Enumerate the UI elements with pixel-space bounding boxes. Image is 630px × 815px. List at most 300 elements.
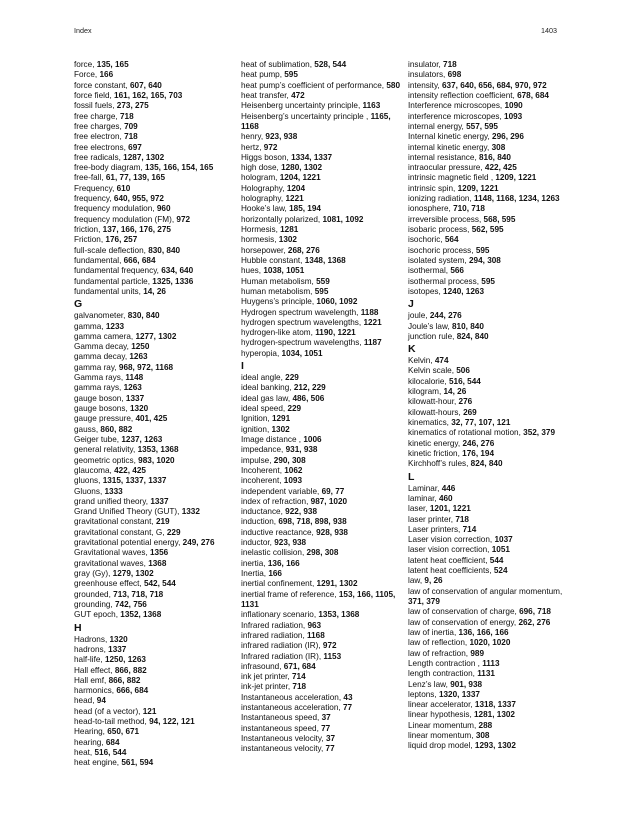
index-entry <box>408 680 568 690</box>
index-entry <box>74 404 234 414</box>
page-references[interactable]: 960 <box>156 204 171 214</box>
page-references[interactable]: 718 <box>119 111 134 121</box>
page-references[interactable]: 824, 840 <box>470 459 503 469</box>
index-term: intrinsic spin, <box>408 183 458 193</box>
index-entry <box>408 194 568 204</box>
index-entry <box>241 590 403 611</box>
page-references[interactable]: 559 <box>316 276 330 286</box>
page-references[interactable]: 1034, 1051 <box>281 348 323 358</box>
index-entry <box>74 204 234 214</box>
page-references[interactable]: 1250 <box>131 342 150 352</box>
page-references[interactable]: 714 <box>462 524 477 534</box>
page-references[interactable]: 1280, 1302 <box>281 163 323 173</box>
page-references[interactable]: 1315, 1337, 1337 <box>102 476 167 486</box>
page-references[interactable]: 185, 194 <box>289 204 321 214</box>
page-references[interactable]: 718 <box>292 682 307 692</box>
page-references[interactable]: 472 <box>291 90 305 100</box>
index-entry <box>408 266 568 276</box>
page-references[interactable]: 1287, 1302 <box>123 152 165 162</box>
page-references[interactable]: 1263 <box>129 352 148 362</box>
page-references[interactable]: 987, 1020 <box>310 496 348 506</box>
page-references[interactable]: 714 <box>291 672 306 682</box>
page-references[interactable]: 696, 718 <box>519 607 551 617</box>
page-references[interactable]: 1337 <box>150 496 169 506</box>
index-term: ink jet printer, <box>241 672 292 682</box>
page-references[interactable]: 176, 194 <box>462 448 495 458</box>
page-references[interactable]: 446 <box>441 483 456 493</box>
page-references[interactable]: 931, 938 <box>285 445 318 455</box>
page-references[interactable]: 824, 840 <box>456 331 489 341</box>
page-references[interactable]: 830, 840 <box>127 311 160 321</box>
page-references[interactable]: 1302 <box>278 235 297 245</box>
page-references[interactable]: 698, 718, 898, 938 <box>278 517 347 527</box>
page-references[interactable]: 923, 938 <box>265 132 298 142</box>
index-term: hyperopia, <box>241 348 282 358</box>
index-term: inductive reactance, <box>241 527 317 537</box>
page-references[interactable]: 135, 166, 154, 165 <box>145 163 214 173</box>
index-term: hydrogen-like atom, <box>241 328 316 338</box>
index-entry <box>408 535 568 545</box>
index-term: gauge boson, <box>74 393 126 403</box>
index-entry <box>408 659 568 669</box>
page-references[interactable]: 422, 425 <box>114 465 146 475</box>
page-references[interactable]: 166 <box>99 70 114 80</box>
page-references[interactable]: 212, 229 <box>293 383 326 393</box>
index-term: ideal banking, <box>241 383 294 393</box>
page-references[interactable]: 1090 <box>504 101 523 111</box>
page-references[interactable]: 610 <box>116 183 131 193</box>
page-references[interactable]: 666, 684 <box>123 255 156 265</box>
index-term: Interference microscopes, <box>408 101 505 111</box>
page-references[interactable]: 1038, 1051 <box>263 266 305 276</box>
index-term: ideal gas law, <box>241 393 293 403</box>
index-term: gauge pressure, <box>74 414 136 424</box>
page-references[interactable]: 61, 77, 139, 165 <box>105 173 166 183</box>
page-references[interactable]: 1204 <box>286 183 306 193</box>
page-references[interactable]: 14, 26 <box>143 286 166 296</box>
index-entry <box>241 456 403 466</box>
index-term: interference microscopes, <box>408 111 505 121</box>
page-references[interactable]: 290, 308 <box>273 455 306 465</box>
page-references[interactable]: 121 <box>142 706 157 716</box>
index-term: full-scale deflection, <box>74 245 149 255</box>
index-entry <box>241 610 403 620</box>
page-references[interactable]: 262, 276 <box>518 617 551 627</box>
page-references[interactable]: 1168 <box>307 630 325 640</box>
index-term: Incoherent, <box>241 465 285 475</box>
page-references[interactable]: 866, 882 <box>114 665 147 675</box>
page-references[interactable]: 1062 <box>284 465 303 475</box>
index-entry <box>408 459 568 469</box>
page-references[interactable]: 1113 <box>482 658 500 668</box>
page-references[interactable]: 1148 <box>125 373 144 383</box>
page-references[interactable]: 137, 166, 176, 275 <box>102 225 171 234</box>
page-references[interactable]: 607, 640 <box>129 80 162 90</box>
index-term: head (of a vector), <box>74 706 143 716</box>
index-entry <box>241 435 403 445</box>
page-references[interactable]: 1356 <box>150 548 169 558</box>
index-term: internal resistance, <box>408 152 479 162</box>
page-references[interactable]: 77 <box>325 744 335 754</box>
page-references[interactable]: 972 <box>263 142 278 152</box>
page-references[interactable]: 1148, 1168, 1234, 1263 <box>474 194 560 204</box>
page-references[interactable]: 1291, 1302 <box>316 579 358 589</box>
page-references[interactable]: 678, 684 <box>517 90 549 100</box>
index-term: greenhouse effect, <box>74 579 144 589</box>
page-references[interactable]: 219 <box>155 517 170 527</box>
page-references[interactable]: 229 <box>287 404 302 413</box>
page-references[interactable]: 566 <box>450 266 464 276</box>
page-references[interactable]: 816, 840 <box>479 152 511 162</box>
page-references[interactable]: 640, 955, 972 <box>113 194 164 204</box>
page-references[interactable]: 1348, 1368 <box>304 255 346 265</box>
index-term: hertz, <box>241 142 264 152</box>
index-entry <box>74 352 234 362</box>
page-references[interactable]: 524 <box>493 566 508 576</box>
page-references[interactable]: 422, 425 <box>484 163 517 173</box>
page-references[interactable]: 249, 276 <box>182 538 215 548</box>
page-references[interactable]: 37 <box>321 713 331 723</box>
page-references[interactable]: 595 <box>284 70 298 80</box>
index-term: kilocalorie, <box>408 376 449 386</box>
page-references[interactable]: 161, 162, 165, 703 <box>114 90 183 100</box>
index-term: hydrogen-spectrum wavelengths, <box>241 338 364 348</box>
page-references[interactable]: 568, 595 <box>483 214 516 224</box>
page-references[interactable]: 474 <box>434 356 449 366</box>
page-references[interactable]: 1188 <box>360 307 379 317</box>
index-term: length contraction, <box>408 669 478 679</box>
page-references[interactable]: 528, 544 <box>314 60 347 69</box>
page-references[interactable]: 308 <box>491 142 506 152</box>
page-references[interactable]: 1279, 1302 <box>112 569 154 578</box>
index-term: Image distance , <box>241 434 304 444</box>
index-term: induction, <box>241 517 279 527</box>
index-term: ideal speed, <box>241 404 288 413</box>
page-references[interactable]: 1165, 1168 <box>241 111 391 131</box>
index-entry <box>408 669 568 679</box>
page-references[interactable]: 1337 <box>125 393 145 403</box>
page-references[interactable]: 1333 <box>104 486 123 496</box>
index-entry <box>241 404 403 414</box>
index-entry <box>241 256 403 266</box>
page-references[interactable]: 595 <box>314 286 329 296</box>
index-entry <box>241 693 403 703</box>
page-references[interactable]: 1233 <box>105 321 125 331</box>
page-references[interactable]: 1037 <box>494 535 513 545</box>
section-letter: I <box>241 360 244 373</box>
page-references[interactable]: 1318, 1337 <box>474 700 516 710</box>
index-entry <box>408 204 568 214</box>
page-references[interactable]: 718 <box>455 514 469 524</box>
page-references[interactable]: 697 <box>128 142 142 152</box>
page-references[interactable]: 922, 938 <box>285 507 318 517</box>
page-references[interactable]: 1281, 1302 <box>474 710 515 720</box>
index-term: laser vision correction, <box>408 545 492 555</box>
page-references[interactable]: 1020, 1020 <box>469 638 511 648</box>
index-entry <box>408 397 568 407</box>
page-references[interactable]: 666, 684 <box>116 686 149 696</box>
page-references[interactable]: 972 <box>176 214 191 224</box>
index-term: Kirchhoff’s rules, <box>408 459 471 469</box>
index-entry <box>241 246 403 256</box>
page-references[interactable]: 246, 276 <box>462 438 495 448</box>
index-term: Gamma decay, <box>74 342 132 352</box>
page-references[interactable]: 866, 882 <box>108 675 141 685</box>
page-references[interactable]: 1187 <box>363 338 382 348</box>
page-references[interactable]: 928, 938 <box>316 527 348 537</box>
index-term: law of reflection, <box>408 638 470 648</box>
page-references[interactable]: 901, 938 <box>450 679 483 689</box>
page-references[interactable]: 742, 756 <box>114 599 147 609</box>
page-references[interactable]: 1006 <box>303 434 322 444</box>
page-references[interactable]: 1337 <box>108 644 127 654</box>
page-references[interactable]: 176, 257 <box>105 235 138 245</box>
index-entry <box>74 635 234 645</box>
page-references[interactable]: 595 <box>475 245 490 255</box>
index-term: ionosphere, <box>408 204 454 214</box>
index-entry <box>408 153 568 163</box>
page-references[interactable]: 1093 <box>504 111 523 121</box>
page-references[interactable]: 810, 840 <box>452 321 484 331</box>
index-entry <box>74 435 234 445</box>
page-references[interactable]: 1352, 1368 <box>120 610 162 620</box>
page-references[interactable]: 1277, 1302 <box>135 331 177 341</box>
index-term: hearing, <box>74 737 106 747</box>
index-entry <box>74 517 234 527</box>
page-references[interactable]: 1332 <box>181 507 200 517</box>
index-entry <box>408 112 568 122</box>
page-references[interactable]: 460 <box>438 493 453 503</box>
index-column-3 <box>408 60 568 752</box>
page-references[interactable]: 268, 276 <box>287 245 320 255</box>
page-references[interactable]: 14, 26 <box>443 387 467 397</box>
page-references[interactable]: 1093 <box>283 476 303 486</box>
page-references[interactable]: 1190, 1221 <box>315 328 356 338</box>
index-entry <box>241 487 403 497</box>
page-references[interactable]: 1221 <box>285 194 304 204</box>
page-references[interactable]: 276 <box>458 397 473 407</box>
index-term: incoherent, <box>241 476 284 486</box>
page-references[interactable]: 1281 <box>280 225 299 234</box>
index-term: Higgs boson, <box>241 152 292 162</box>
page-references[interactable]: 77 <box>342 703 353 713</box>
page-references[interactable]: 1320 <box>130 404 149 413</box>
index-entry <box>74 476 234 486</box>
page-references[interactable]: 506 <box>456 366 470 376</box>
page-references[interactable]: 269 <box>463 407 477 417</box>
page-references[interactable]: 860, 882 <box>100 424 133 434</box>
index-entry <box>241 724 403 734</box>
index-entry <box>408 439 568 449</box>
index-entry <box>241 425 403 435</box>
index-term: isothermal, <box>408 266 451 276</box>
index-entry <box>241 318 403 328</box>
page-references[interactable]: 963 <box>307 620 322 630</box>
page-references[interactable]: 153, 166, 1105, 1131 <box>241 589 396 609</box>
index-entry <box>74 600 234 610</box>
index-term: insulator, <box>408 60 444 69</box>
page-references[interactable]: 544 <box>489 555 504 565</box>
index-entry <box>241 194 403 204</box>
index-entry <box>408 356 568 366</box>
index-entry <box>74 373 234 383</box>
index-entry <box>74 645 234 655</box>
page-references[interactable]: 710, 718 <box>453 204 485 214</box>
page-references[interactable]: 294, 308 <box>468 255 501 265</box>
page-references[interactable]: 37 <box>325 734 336 743</box>
index-entry <box>241 163 403 173</box>
index-term: Hall effect, <box>74 665 115 675</box>
index-term: free radicals, <box>74 152 124 162</box>
index-term: independent variable, <box>241 486 322 496</box>
index-entry <box>74 383 234 393</box>
index-entry <box>241 225 403 235</box>
page-references[interactable]: 486, 506 <box>292 393 325 403</box>
page-references[interactable]: 1237, 1263 <box>121 434 163 444</box>
index-term: Hearing, <box>74 727 108 737</box>
page-references[interactable]: 972 <box>322 641 337 651</box>
page-references[interactable]: 136, 166, 166 <box>458 627 509 637</box>
index-entry <box>408 607 568 617</box>
index-term: Holography, <box>241 183 287 193</box>
page-references[interactable]: 923, 938 <box>274 538 307 548</box>
page-references[interactable]: 1325, 1336 <box>152 276 194 286</box>
page-references[interactable]: 1250, 1263 <box>104 655 146 665</box>
index-term: inelastic collision, <box>241 548 307 558</box>
page-references[interactable]: 1291 <box>271 414 291 424</box>
index-term: horsepower, <box>241 245 288 255</box>
page-references[interactable]: 244, 276 <box>429 311 462 321</box>
page-references[interactable]: 562, 595 <box>471 225 504 234</box>
page-references[interactable]: 1302 <box>271 424 290 434</box>
index-term: joule, <box>408 311 430 321</box>
page-references[interactable]: 9, 26 <box>424 576 443 586</box>
page-references[interactable]: 561, 594 <box>121 758 154 768</box>
page-references[interactable]: 296, 296 <box>492 132 524 142</box>
page-references[interactable]: 1221 <box>363 317 382 327</box>
index-term: gamma decay, <box>74 352 130 362</box>
page-references[interactable]: 830, 840 <box>148 245 181 255</box>
page-references[interactable]: 650, 671 <box>107 727 140 737</box>
index-term: holography, <box>241 194 286 204</box>
page-references[interactable]: 968, 972, 1168 <box>118 362 174 372</box>
page-references[interactable]: 94 <box>96 696 106 706</box>
index-entry <box>74 487 234 497</box>
page-references[interactable]: 273, 275 <box>116 101 149 111</box>
index-entry <box>408 484 568 494</box>
page-references[interactable]: 718 <box>124 132 138 142</box>
page-references[interactable]: 1131 <box>477 669 495 679</box>
page-references[interactable]: 229 <box>166 527 181 537</box>
page-references[interactable]: 298, 308 <box>306 548 339 558</box>
page-references[interactable]: 43 <box>343 692 353 702</box>
page-references[interactable]: 1263 <box>123 383 142 393</box>
page-references[interactable]: 1293, 1302 <box>474 741 516 751</box>
page-references[interactable]: 1051 <box>491 545 510 555</box>
index-entry <box>241 91 403 101</box>
page-references[interactable]: 1334, 1337 <box>291 152 333 162</box>
index-term: free charges, <box>74 121 125 131</box>
page-references[interactable]: 1209, 1221 <box>495 173 537 183</box>
page-references[interactable]: 1060, 1092 <box>316 297 358 307</box>
page-references[interactable]: 136, 166 <box>267 558 300 568</box>
page-references[interactable]: 1201, 1221 <box>429 504 471 514</box>
page-references[interactable]: 516, 544 <box>94 748 127 757</box>
page-references[interactable]: 371, 379 <box>408 597 440 606</box>
index-entry <box>408 638 568 648</box>
page-references[interactable]: 1163 <box>362 101 381 111</box>
page-references[interactable]: 352, 379 <box>523 428 556 438</box>
index-term: laser, <box>408 504 430 514</box>
index-entry <box>241 528 403 538</box>
page-references[interactable]: 166 <box>268 569 282 578</box>
page-references[interactable]: 1353, 1368 <box>137 445 179 455</box>
page-references[interactable]: 94, 122, 121 <box>149 717 195 727</box>
page-references[interactable]: 983, 1020 <box>138 455 175 465</box>
page-references[interactable]: 564 <box>444 235 459 245</box>
page-references[interactable]: 69, 77 <box>321 486 345 496</box>
page-references[interactable]: 308 <box>475 731 490 741</box>
index-entry <box>408 81 568 91</box>
index-entry <box>74 256 234 266</box>
page-references[interactable]: 684 <box>105 737 120 747</box>
page-references[interactable]: 135, 165 <box>96 60 129 69</box>
index-term: grounding, <box>74 599 115 609</box>
page-references[interactable]: 580 <box>386 80 401 90</box>
index-term: Hydrogen spectrum wavelength, <box>241 307 361 317</box>
page-references[interactable]: 288 <box>478 720 493 730</box>
page-references[interactable]: 401, 425 <box>135 414 168 424</box>
page-references[interactable]: 1204, 1221 <box>279 173 321 183</box>
index-entry <box>241 81 403 91</box>
page-references[interactable]: 1209, 1221 <box>457 183 499 193</box>
page-references[interactable]: 229 <box>285 373 299 383</box>
index-entry <box>74 215 234 225</box>
page-references[interactable]: 1240, 1263 <box>443 286 485 296</box>
page-references[interactable]: 516, 544 <box>448 376 481 386</box>
index-entry <box>74 507 234 517</box>
page-references[interactable]: 77 <box>321 723 331 733</box>
page-references[interactable]: 557, 595 <box>466 121 498 131</box>
page-references[interactable]: 698 <box>447 70 462 80</box>
page-references[interactable]: 595 <box>481 276 495 286</box>
page-references[interactable]: 718 <box>443 60 457 69</box>
page-references[interactable]: 1320, 1337 <box>438 689 480 699</box>
page-references[interactable]: 32, 77, 107, 121 <box>451 418 511 427</box>
page-references[interactable]: 713, 718, 718 <box>113 589 164 599</box>
page-references[interactable]: 637, 640, 656, 684, 970, 972 <box>441 80 547 90</box>
page-references[interactable]: 634, 640 <box>161 266 194 276</box>
page-references[interactable]: 989 <box>470 648 485 658</box>
index-term: glaucoma, <box>74 465 115 475</box>
index-entry <box>408 649 568 659</box>
index-entry <box>408 70 568 80</box>
page-references[interactable]: 1153 <box>323 651 342 661</box>
index-term: Gluons, <box>74 486 105 496</box>
index-entry <box>241 308 403 318</box>
page-references[interactable]: 1368 <box>148 558 167 568</box>
page-references[interactable]: 1081, 1092 <box>322 214 364 224</box>
page-references[interactable]: 709 <box>124 121 138 131</box>
index-term: latent heat coefficients, <box>408 566 494 576</box>
page-references[interactable]: 1353, 1368 <box>318 610 360 620</box>
page-references[interactable]: 542, 544 <box>143 579 176 589</box>
index-entry <box>408 515 568 525</box>
index-entry <box>408 225 568 235</box>
index-term: Inertia, <box>241 569 269 578</box>
page-references[interactable]: 671, 684 <box>283 661 316 671</box>
page-references[interactable]: 1320 <box>109 634 128 644</box>
